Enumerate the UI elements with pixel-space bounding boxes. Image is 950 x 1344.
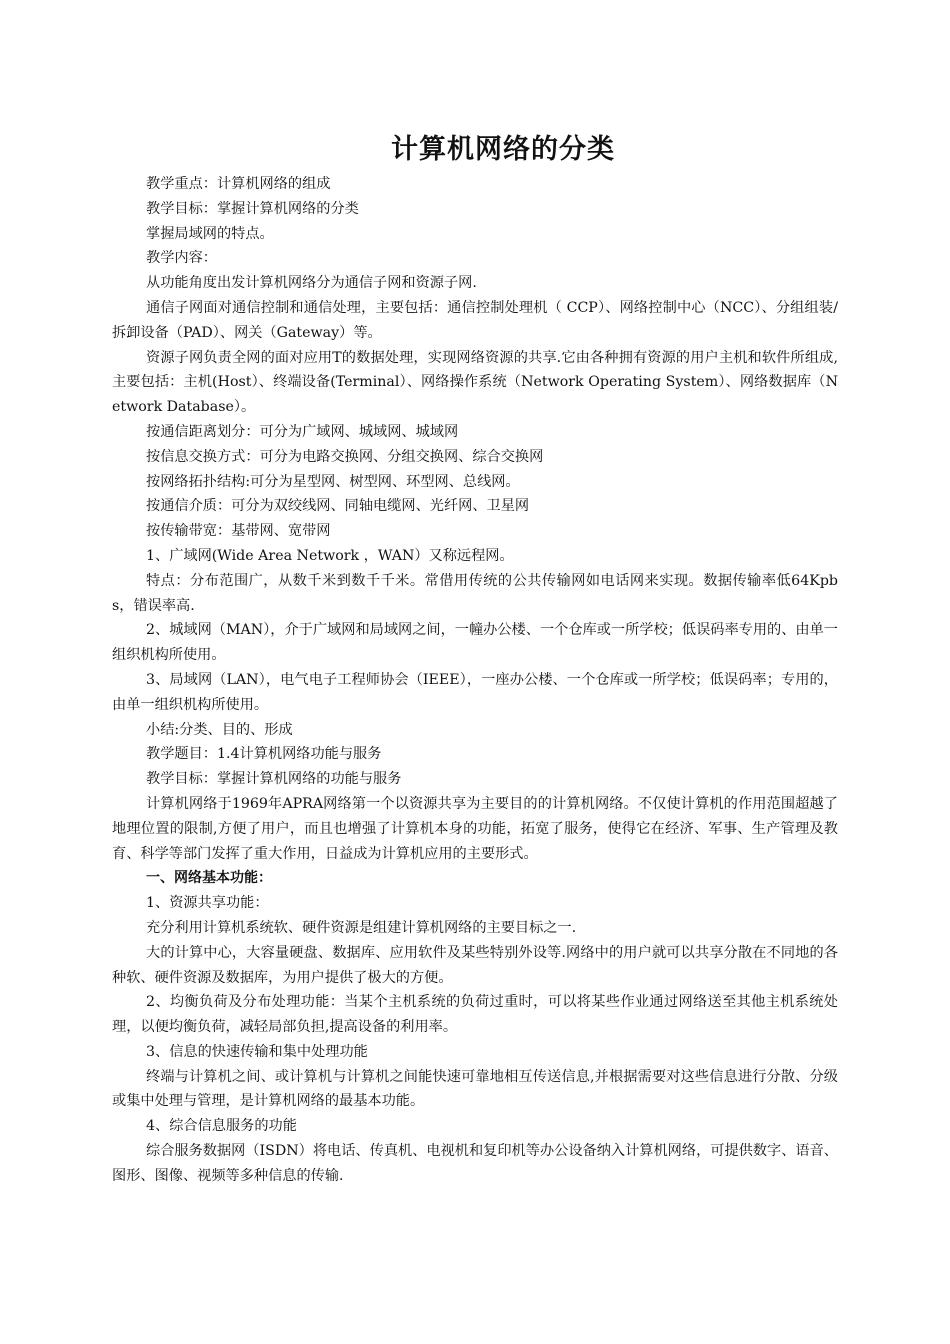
document-body [112, 172, 838, 1189]
paragraph: 综合服务数据网（ISDN）将电话、传真机、电视机和复印机等办公设备纳入计算机网络，可提供数字、语音、图形、图像、视频等多种信息的传输. [112, 1143, 838, 1184]
paragraph: 教学内容： [146, 250, 217, 267]
paragraph: 资源子网负责全网的面对应用T的数据处理，实现网络资源的共享.它由各种拥有资源的用户主机和软件所组成,主要包括：主机(Host）、终端设备(Terminal）、网络操作系统（Network Operating System）、网络数据库（Network Database）。 [112, 349, 838, 416]
paragraph: 计算机网络于1969年APRA网络第一个以资源共享为主要目的的计算机网络。不仅使计算机的作用范围超越了地理位置的限制,方便了用户，而且也增强了计算机本身的功能，拓宽了服务，使得它在经济、军事、生产管理及教育、科学等部门发挥了重大作用，日益成为计算机应用的主要形式。 [112, 795, 838, 862]
paragraph: 充分利用计算机系统软、硬件资源是组建计算机网络的主要目标之一. [146, 919, 577, 936]
paragraph: 按通信介质：可分为双绞线网、同轴电缆网、光纤网、卫星网 [146, 498, 530, 515]
paragraph: 按传输带宽：基带网、宽带网 [146, 523, 331, 540]
paragraph: 1、资源共享功能： [146, 895, 269, 912]
paragraph: 按通信距离划分：可分为广域网、城域网、城域网 [146, 423, 459, 440]
paragraph: 1、广域网(Wide Area Network ，WAN）又称远程网。 [146, 547, 514, 564]
paragraph: 特点：分布范围广，从数千米到数千千米。常借用传统的公共传输网如电话网来实现。数据传输率低64Kpbs，错误率高. [112, 572, 838, 614]
paragraph: 掌握局域网的特点。 [146, 225, 274, 242]
paragraph: 从功能角度出发计算机网络分为通信子网和资源子网. [146, 275, 477, 292]
paragraph: 2、城域网（MAN），介于广域网和局域网之间，一幢办公楼、一个仓库或一所学校；低误码率专用的、由单一组织机构所使用。 [112, 622, 838, 664]
document-page [112, 128, 838, 1189]
paragraph: 按网络拓扑结构:可分为星型网、树型网、环型网、总线网。 [146, 473, 520, 490]
paragraph: 2、均衡负荷及分布处理功能：当某个主机系统的负荷过重时，可以将某些作业通过网络送至其他主机系统处理，以便均衡负荷，减轻局部负担,提高设备的利用率。 [112, 994, 838, 1036]
document-title: 计算机网络的分类 [391, 134, 615, 165]
paragraph: 小结:分类、目的、形成 [146, 721, 293, 738]
paragraph: 大的计算中心，大容量硬盘、数据库、应用软件及某些特别外设等.网络中的用户就可以共享分散在不同地的各种软、硬件资源及数据库，为用户提供了极大的方便。 [112, 944, 838, 986]
paragraph: 3、局域网（LAN），电气电子工程师协会（IEEE），一座办公楼、一个仓库或一所学校；低误码率；专用的，由单一组织机构所使用。 [112, 671, 838, 713]
paragraph: 教学目标：掌握计算机网络的分类 [146, 200, 359, 217]
paragraph: 教学重点：计算机网络的组成 [146, 176, 331, 192]
paragraph: 教学目标：掌握计算机网络的功能与服务 [146, 771, 402, 788]
paragraph: 4、综合信息服务的功能 [146, 1118, 297, 1135]
paragraph: 3、信息的快速传输和集中处理功能 [146, 1043, 368, 1060]
section-heading: 一、网络基本功能： [146, 870, 272, 887]
paragraph: 教学题目：1.4计算机网络功能与服务 [146, 746, 382, 763]
paragraph: 终端与计算机之间、或计算机与计算机之间能快速可靠地相互传送信息,并根据需要对这些信息进行分散、分级或集中处理与管理，是计算机网络的最基本功能。 [112, 1068, 838, 1110]
paragraph: 通信子网面对通信控制和通信处理，主要包括：通信控制处理机（ CCP）、网络控制中心（NCC）、分组组装/拆卸设备（PAD）、网关（Gateway）等。 [112, 299, 838, 341]
paragraph: 按信息交换方式：可分为电路交换网、分组交换网、综合交换网 [146, 448, 544, 465]
